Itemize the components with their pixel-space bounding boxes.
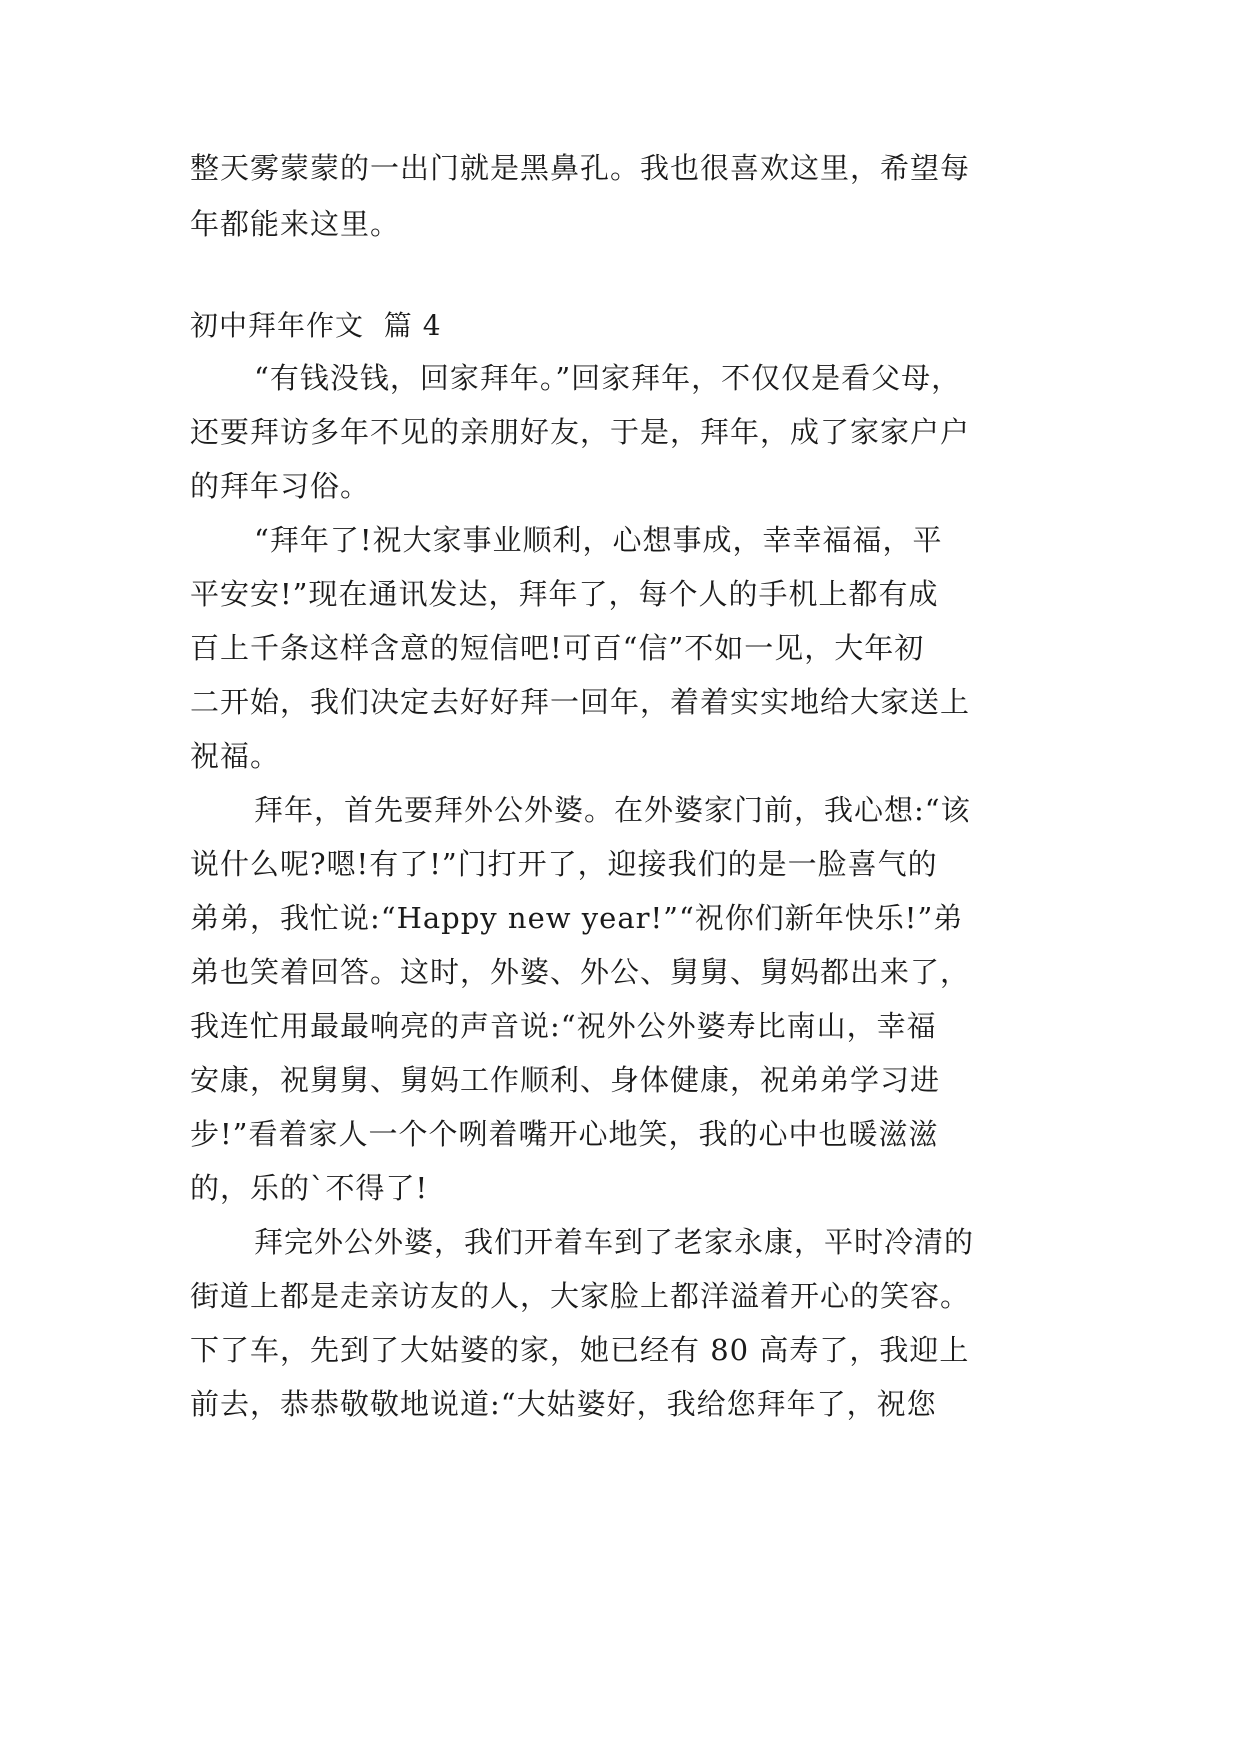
section-heading: 初中拜年作文 篇 4 [190, 309, 442, 342]
paragraph-3-line-8: 的，乐的`不得了! [190, 1171, 429, 1205]
paragraph-1-line-1: “有钱没钱，回家拜年。”回家拜年，不仅仅是看父母， [254, 361, 962, 395]
paragraph-4-line-4: 前去，恭恭敬敬地说道:“大姑婆好，我给您拜年了，祝您 [190, 1387, 937, 1421]
paragraph-2-line-1: “拜年了!祝大家事业顺利，心想事成，幸幸福福，平 [254, 523, 943, 557]
paragraph-4-line-3: 下了车，先到了大姑婆的家，她已经有 80 高寿了，我迎上 [190, 1333, 970, 1367]
paragraph-3-line-2: 说什么呢?嗯!有了!”门打开了，迎接我们的是一脸喜气的 [190, 847, 938, 881]
paragraph-3-line-5: 我连忙用最最响亮的声音说:“祝外公外婆寿比南山，幸福 [190, 1009, 937, 1043]
paragraph-2-line-4: 二开始，我们决定去好好拜一回年，着着实实地给大家送上 [190, 685, 971, 719]
paragraph-3-line-3: 弟弟，我忙说:“Happy new year!”“祝你们新年快乐!”弟 [190, 901, 964, 935]
paragraph-1-line-2: 还要拜访多年不见的亲朋好友，于是，拜年，成了家家户户 [190, 415, 971, 449]
paragraph-2-line-3: 百上千条这样含意的短信吧!可百“信”不如一见，大年初 [190, 631, 925, 665]
intro-line-2: 年都能来这里。 [190, 207, 401, 241]
paragraph-1-line-3: 的拜年习俗。 [190, 469, 371, 503]
paragraph-3-line-6: 安康，祝舅舅、舅妈工作顺利、身体健康，祝弟弟学习进 [190, 1063, 941, 1097]
paragraph-3-line-7: 步!”看着家人一个个咧着嘴开心地笑，我的心中也暖滋滋 [190, 1117, 939, 1151]
paragraph-3-line-1: 拜年，首先要拜外公外婆。在外婆家门前，我心想:“该 [254, 793, 971, 827]
paragraph-4-line-1: 拜完外公外婆，我们开着车到了老家永康，平时冷清的 [254, 1225, 975, 1259]
intro-line-1: 整天雾蒙蒙的一出门就是黑鼻孔。我也很喜欢这里，希望每 [190, 151, 971, 185]
paragraph-4-line-2: 街道上都是走亲访友的人，大家脸上都洋溢着开心的笑容。 [190, 1279, 971, 1313]
paragraph-2-line-5: 祝福。 [190, 739, 281, 773]
paragraph-2-line-2: 平安安!”现在通讯发达，拜年了，每个人的手机上都有成 [190, 577, 939, 611]
paragraph-3-line-4: 弟也笑着回答。这时，外婆、外公、舅舅、舅妈都出来了， [190, 955, 971, 989]
